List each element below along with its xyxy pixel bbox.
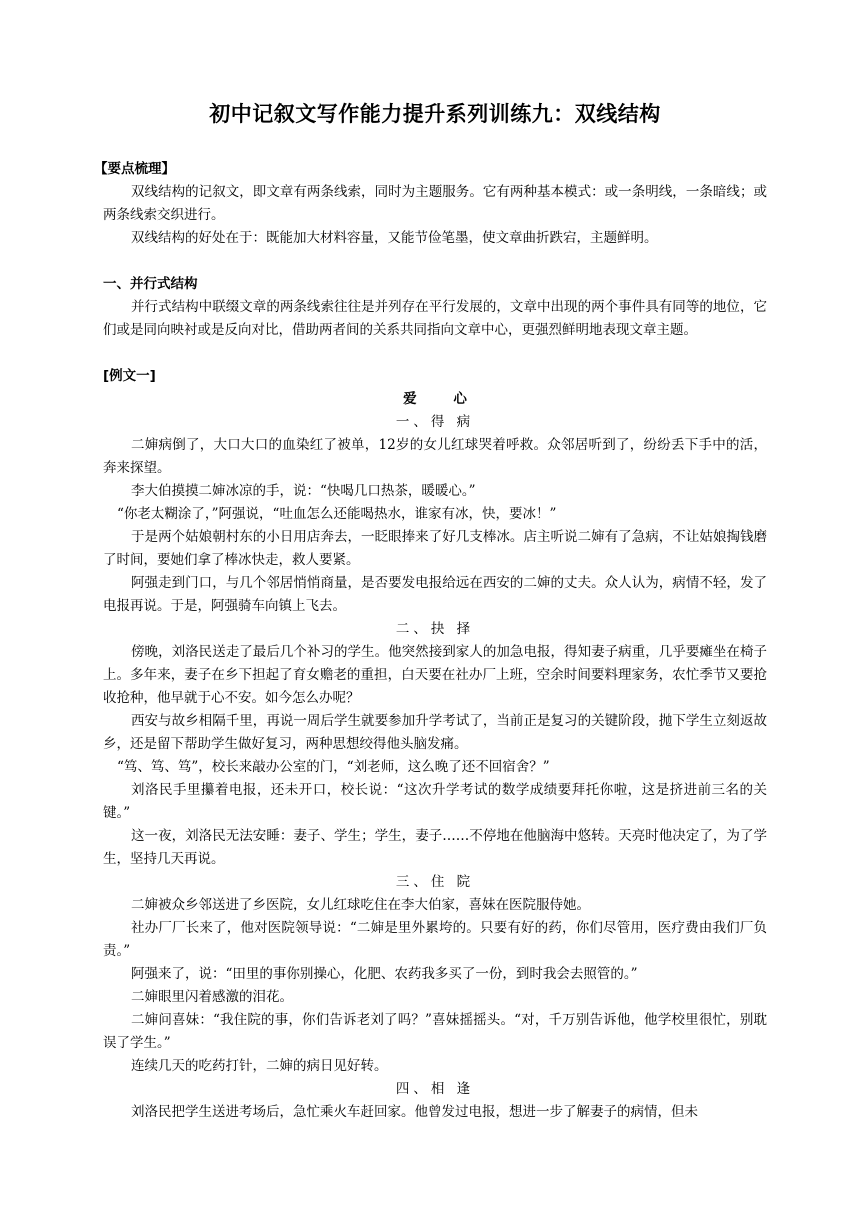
story-paragraph: 二婶被众乡邻送进了乡医院，女儿红球吃住在李大伯家，喜妹在医院服侍她。 [131, 897, 590, 913]
story-paragraph: 二婶问喜妹：“我住院的事，你们告诉老刘了吗？”喜妹摇摇头。“对，千万别告诉他，他学校里很忙，别耽误了学生。” [103, 1012, 767, 1051]
story-paragraph: 李大伯摸摸二婶冰凉的手，说：“快喝几口热茶，暖暖心。” [131, 483, 476, 499]
document-body [94, 96, 767, 1124]
key-points-paragraph: 双线结构的记叙文，即文章有两条线索，同时为主题服务。它有两种基本模式：或一条明线，一条暗线；或两条线索交织进行。 [103, 184, 767, 223]
story-title: 爱 心 [403, 391, 483, 407]
section-paragraph: 并行式结构中联缀文章的两条线索往往是并列存在平行发展的，文章中出现的两个事件具有同等的地位，它们或是同向映衬或是反向对比，借助两者间的关系共同指向文章中心，更强烈鲜明地表现文章主题。 [103, 299, 767, 338]
story-paragraph: 社办厂厂长来了，他对医院领导说：“二婶是里外累垮的。只要有好的药，你们尽管用，医疗费由我们厂负责。” [103, 920, 767, 959]
story-paragraph: 阿强走到门口，与几个邻居悄悄商量，是否要发电报给远在西安的二婶的丈夫。众人认为，病情不轻，发了电报再说。于是，阿强骑车向镇上飞去。 [103, 575, 767, 614]
story-paragraph: 连续几天的吃药打针，二婶的病日见好转。 [131, 1058, 388, 1074]
story-paragraph: “你老太糊涂了，”阿强说，“吐血怎么还能喝热水，谁家有冰，快，要冰！” [117, 506, 557, 522]
story-paragraph: 傍晚，刘洛民送走了最后几个补习的学生。他突然接到家人的加急电报，得知妻子病重，几乎要瘫坐在椅子上。多年来，妻子在乡下担起了育女赡老的重担，白天要在社办厂上班，空余时间要料理家务，农忙季节又要抢收抢种，他早就于心不安。如今怎么办呢？ [103, 644, 767, 706]
section-heading-parallel: 一、并行式结构 [103, 276, 198, 292]
chapter-heading: 三、住 院 [395, 874, 475, 890]
story-paragraph: “笃、笃、笃”，校长来敲办公室的门，“刘老师，这么晚了还不回宿舍？” [117, 759, 550, 775]
story-paragraph: 于是两个姑娘朝村东的小日用店奔去，一眨眼捧来了好几支棒冰。店主听说二婶有了急病，不让姑娘掏钱磨了时间，要她们拿了棒冰快走，救人要紧。 [103, 529, 767, 568]
story-paragraph: 刘洛民把学生送进考场后，急忙乘火车赶回家。他曾发过电报，想进一步了解妻子的病情，但未 [131, 1104, 698, 1120]
key-points-heading: 【要点梳理】 [94, 161, 175, 177]
story-paragraph: 刘洛民手里攥着电报，还未开口，校长说：“这次升学考试的数学成绩要拜托你啦，这是挤进前三名的关键。” [103, 782, 767, 821]
story-paragraph: 阿强来了，说：“田里的事你别操心，化肥、农药我多买了一份，到时我会去照管的。” [131, 966, 638, 982]
story-paragraph: 二婶眼里闪着感激的泪花。 [131, 989, 293, 1005]
example-label: [例文一] [103, 368, 156, 384]
chapter-heading: 四、相 逢 [395, 1081, 475, 1097]
key-points-paragraph: 双线结构的好处在于：既能加大材料容量，又能节俭笔墨，使文章曲折跌宕，主题鲜明。 [131, 230, 658, 246]
story-paragraph: 这一夜，刘洛民无法安睡：妻子、学生；学生，妻子……不停地在他脑海中悠转。天亮时他决定了，为了学生，坚持几天再说。 [103, 828, 767, 867]
chapter-heading: 二、抉 择 [395, 621, 475, 637]
story-paragraph: 二婶病倒了，大口大口的血染红了被单，12岁的女儿红球哭着呼救。众邻居听到了，纷纷丢下手中的活，奔来探望。 [103, 437, 767, 476]
document-title: 初中记叙文写作能力提升系列训练九：双线结构 [209, 102, 661, 126]
chapter-heading: 一、得 病 [395, 414, 475, 430]
story-paragraph: 西安与故乡相隔千里，再说一周后学生就要参加升学考试了，当前正是复习的关键阶段，抛下学生立刻返故乡，还是留下帮助学生做好复习，两种思想绞得他头脑发痛。 [103, 713, 767, 752]
